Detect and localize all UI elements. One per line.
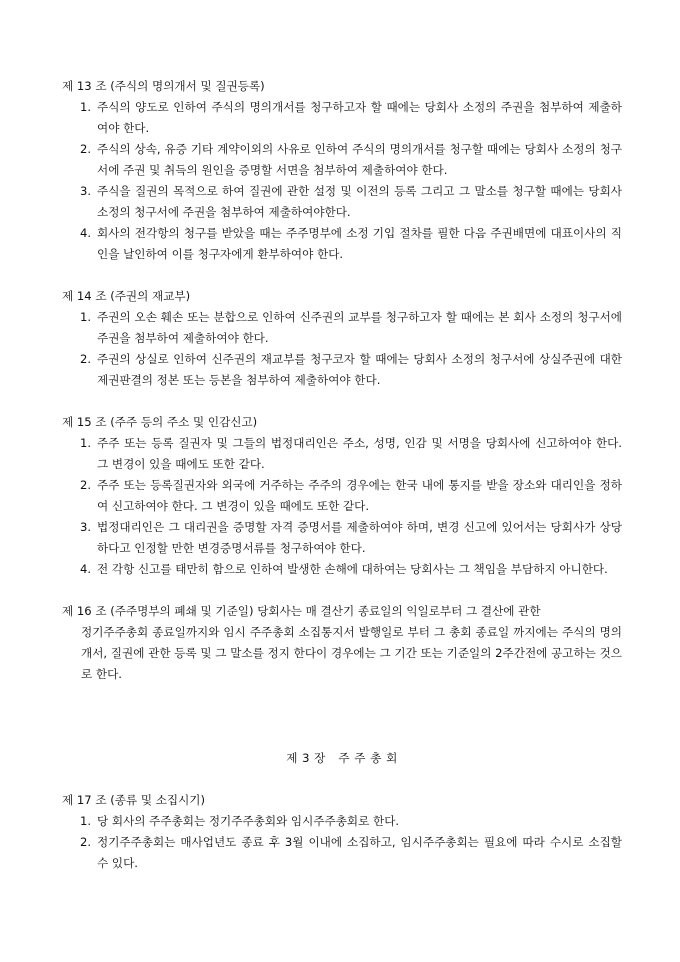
article-title: 제 15 조 (주주 등의 주소 및 인감신고) (62, 415, 258, 429)
list-item (62, 97, 622, 139)
article-14 (62, 286, 622, 391)
list-item (62, 475, 622, 517)
item-number: 2. (80, 835, 92, 849)
item-text: 주권의 오손 훼손 또는 분합으로 인하여 신주권의 교부를 청구하고자 할 때에는 본 회사 소정의 청구서에 주권을 첨부하여 제출하여야 한다. (97, 310, 622, 345)
list-item (62, 139, 622, 181)
item-number: 2. (80, 142, 92, 156)
item-number: 1. (80, 310, 92, 324)
list-item (62, 307, 622, 349)
article-title: 제 17 조 (종류 및 소집시기) (62, 793, 206, 807)
item-number: 2. (80, 352, 92, 366)
item-text: 주주 또는 등록질권자와 외국에 거주하는 주주의 경우에는 한국 내에 통지를 받을 장소와 대리인을 정하여 신고하여야 한다. 그 변경이 있을 때에도 또한 같다. (97, 478, 622, 513)
item-text: 법정대리인은 그 대리권을 증명할 자격 증명서를 제출하여야 하며, 변경 신고에 있어서는 당회사가 상당하다고 인정할 만한 변경증명서류를 청구하여야 한다. (97, 520, 622, 555)
article-17 (62, 790, 622, 874)
item-number: 1. (80, 436, 92, 450)
item-number: 1. (80, 814, 92, 828)
item-number: 4. (80, 226, 92, 240)
article-16 (62, 601, 622, 685)
spacer (62, 580, 622, 601)
item-text: 주식의 상속, 유증 기타 계약이외의 사유로 인하여 주식의 명의개서를 청구할 때에는 당회사 소정의 청구서에 주권 및 취득의 원인을 증명할 서면을 첨부하여 제출하여야 한다. (97, 142, 622, 177)
spacer (62, 265, 622, 286)
article-title: 제 14 조 (주권의 재교부) (62, 289, 191, 303)
item-text: 주권의 상실로 인하여 신주권의 재교부를 청구코자 할 때에는 당회사 소정의 청구서에 상실주권에 대한 제권판결의 정본 또는 등본을 첨부하여 제출하여야 한다. (97, 352, 622, 387)
list-item (62, 433, 622, 475)
document-page (62, 76, 622, 874)
article-16-first-line: 제 16 조 (주주명부의 폐쇄 및 기준일) 당회사는 매 결산기 종료일의 익일로부터 그 결산에 관한 (62, 604, 541, 618)
item-text: 전 각항 신고를 태만히 함으로 인하여 발생한 손해에 대하여는 당회사는 그 책임을 부담하지 아니한다. (97, 562, 608, 576)
article-13 (62, 76, 622, 265)
item-text: 주식의 양도로 인하여 주식의 명의개서를 청구하고자 할 때에는 당회사 소정의 주권을 첨부하여 제출하여야 한다. (97, 100, 622, 135)
item-text: 주식을 질권의 목적으로 하여 질권에 관한 설정 및 이전의 등록 그리고 그 말소를 청구할 때에는 당회사 소정의 청구서에 주권을 첨부하여 제출하여야한다. (97, 184, 622, 219)
list-item (62, 559, 622, 580)
spacer (62, 685, 622, 748)
list-item (62, 223, 622, 265)
item-text: 주주 또는 등록 질권자 및 그들의 법정대리인은 주소, 성명, 인감 및 서명을 당회사에 신고하여야 한다. 그 변경이 있을 때에도 또한 같다. (97, 436, 622, 471)
item-number: 3. (80, 520, 92, 534)
article-title: 제 13 조 (주식의 명의개서 및 질권등록) (62, 79, 265, 93)
item-number: 2. (80, 478, 92, 492)
spacer (62, 391, 622, 412)
item-text: 회사의 전각항의 청구를 받았을 때는 주주명부에 소정 기입 절차를 필한 다음 주권배면에 대표이사의 직인을 날인하여 이를 청구자에게 환부하여야 한다. (97, 226, 622, 261)
item-number: 3. (80, 184, 92, 198)
article-15 (62, 412, 622, 580)
item-number: 4. (80, 562, 92, 576)
article-16-body: 정기주주총회 종료일까지와 임시 주주총회 소집통지서 발행일로 부터 그 총회 종료일 까지에는 주식의 명의개서, 질권에 관한 등록 및 그 말소를 정지 한다이 경우에는 그 기간 또는 기준일의 2주간전에 공고하는 것으로 한다. (81, 625, 622, 681)
item-number: 1. (80, 100, 92, 114)
list-item (62, 811, 622, 832)
item-text: 당 회사의 주주총회는 정기주주총회와 임시주주총회로 한다. (97, 814, 400, 828)
item-text: 정기주주총회는 매사업년도 종료 후 3월 이내에 소집하고, 임시주주총회는 필요에 따라 수시로 소집할 수 있다. (97, 835, 622, 870)
list-item (62, 349, 622, 391)
list-item (62, 181, 622, 223)
list-item (62, 832, 622, 874)
chapter-heading: 제 3 장 주 주 총 회 (286, 751, 398, 765)
list-item (62, 517, 622, 559)
spacer (62, 769, 622, 790)
